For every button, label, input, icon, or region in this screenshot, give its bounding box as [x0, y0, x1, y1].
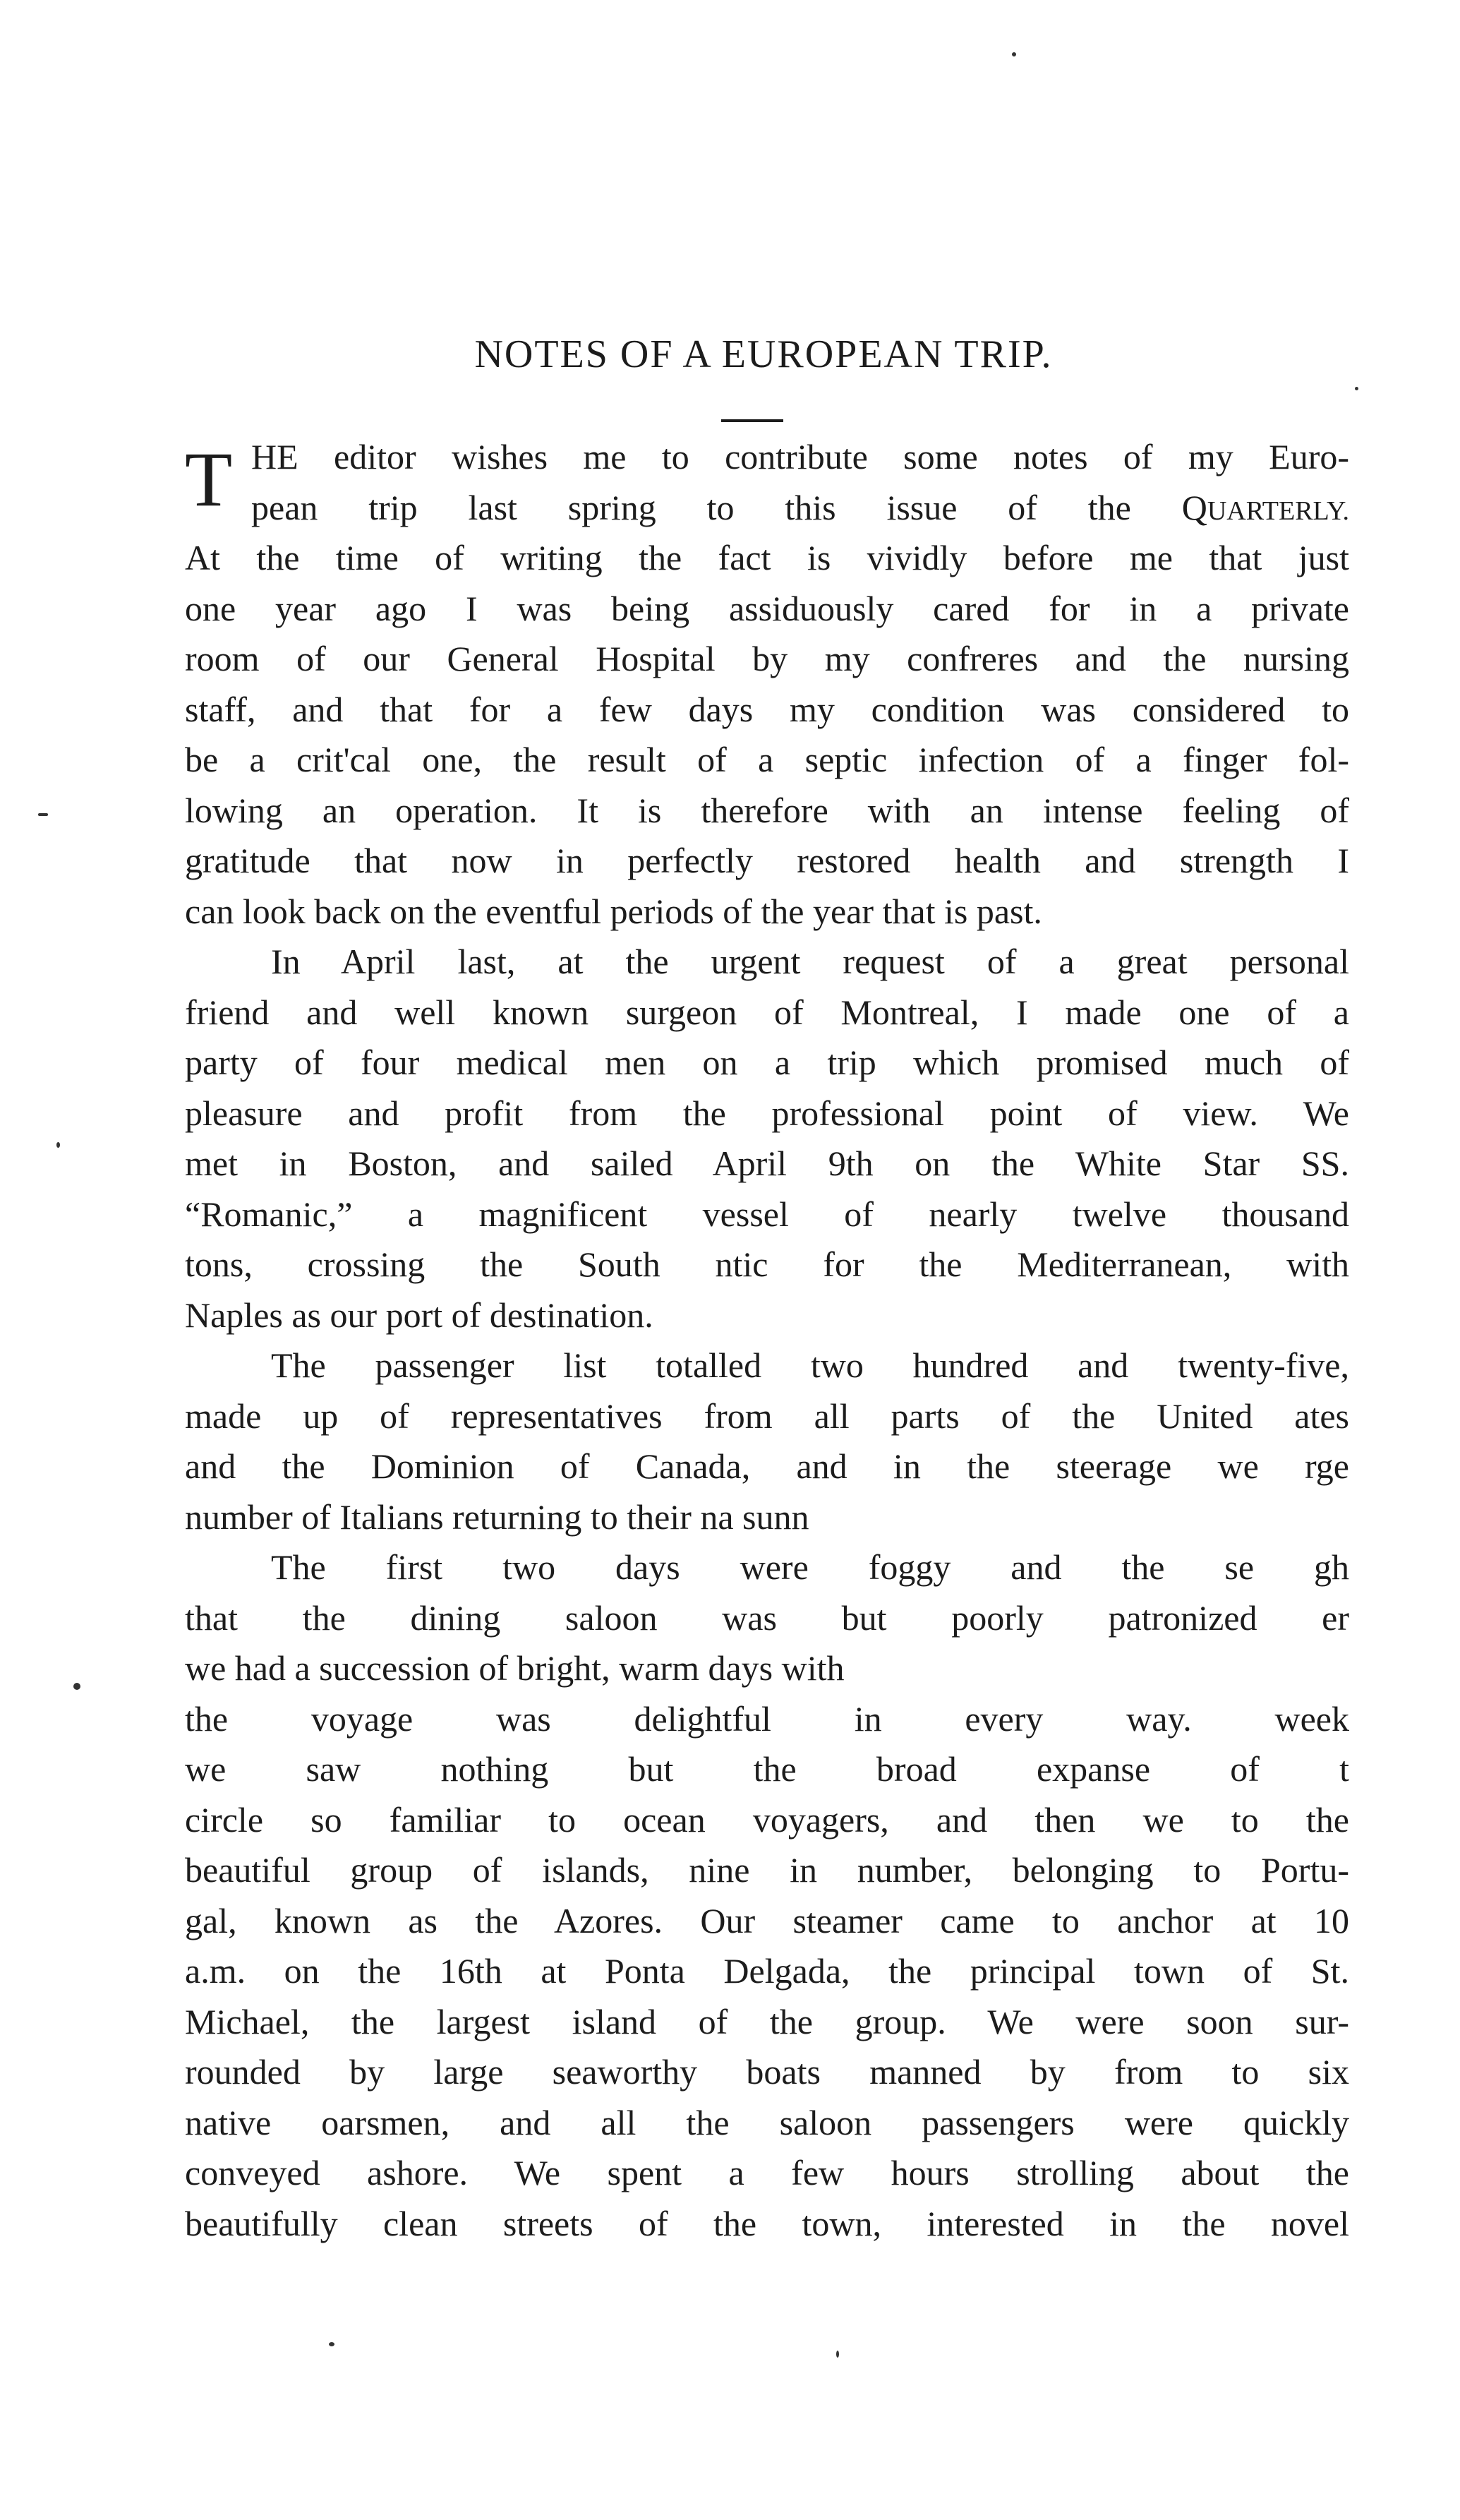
text-line [185, 483, 1349, 534]
text-line: beautiful group of islands, nine in number, belonging to Portu- [185, 1850, 1349, 1890]
text-line: At the time of writing the fact is vividly before me that just [185, 538, 1349, 577]
title-rule [721, 419, 783, 422]
scan-speck [56, 1142, 60, 1148]
text-line: gratitude that now in perfectly restored health and strength I [185, 841, 1349, 880]
text-line: rounded by large seaworthy boats manned by from to six [185, 2052, 1349, 2092]
text-line: a.m. on the 16th at Ponta Delgada, the principal town of St. [185, 1951, 1349, 1991]
drop-cap: T [185, 436, 233, 522]
text-line: circle so familiar to ocean voyagers, and then we to the [185, 1799, 1349, 1840]
paragraph-3 [185, 1340, 1349, 1542]
text-line: room of our General Hospital by my confreres and the nursing [185, 639, 1349, 678]
text-line: that the dining saloon was but poorly patronized er [185, 1597, 1349, 1638]
text-line: the voyage was delightful in every way. week [185, 1698, 1349, 1739]
text-line: party of four medical men on a trip which promised much of [185, 1043, 1349, 1082]
text-line: tons, crossing the South ntic for the Mediterranean, with [185, 1244, 1349, 1284]
text-line: number of Italians returning to their na sunn [185, 1496, 809, 1537]
text-line: The passenger list totalled two hundred and twenty-five, [271, 1345, 1349, 1385]
text-line: friend and well known surgeon of Montreal, I made one of a [185, 992, 1349, 1032]
scan-speck [73, 1683, 80, 1690]
text-line: native oarsmen, and all the saloon passengers were quickly [185, 2102, 1349, 2142]
text-line: one year ago I was being assiduously cared for in a private [185, 588, 1349, 628]
text-line: beautifully clean streets of the town, interested in the novel [185, 2203, 1349, 2243]
text-line: gal, known as the Azores. Our steamer came to anchor at 10 [185, 1900, 1349, 1940]
text-line: In April last, at the urgent request of a great personal [271, 942, 1349, 981]
text-line: pleasure and profit from the professional point of view. We [185, 1093, 1349, 1133]
text-line: HE editor wishes me to contribute some notes of my Euro- [251, 437, 1349, 476]
text-line: lowing an operation. It is therefore with an intense feeling of [185, 790, 1349, 830]
text-line: met in Boston, and sailed April 9th on the White Star SS. [185, 1144, 1349, 1183]
text-line: “Romanic,” a magnificent vessel of nearly twelve thousand [185, 1194, 1349, 1234]
quarterly-smallcaps: UARTERLY. [1207, 496, 1349, 526]
text-line: we saw nothing but the broad expanse of t [185, 1749, 1349, 1789]
text-line: can look back on the eventful periods of the year that is past. [185, 891, 1042, 931]
scan-speck [1012, 52, 1016, 56]
quarterly-initial: Q [1181, 487, 1207, 527]
scan-speck [329, 2342, 334, 2346]
scan-speck [38, 813, 48, 816]
text-line: Naples as our port of destination. [185, 1295, 653, 1335]
paragraph-1 [185, 432, 1349, 937]
text-span: pean trip last spring to this issue of the [251, 487, 1182, 527]
scan-speck [1355, 387, 1358, 390]
text-line: conveyed ashore. We spent a few hours strolling about the [185, 2153, 1349, 2192]
text-line: made up of representatives from all parts of the United ates [185, 1396, 1349, 1436]
text-line: The first two days were foggy and the se gh [271, 1547, 1349, 1587]
scan-speck [836, 2351, 839, 2358]
text-line: and the Dominion of Canada, and in the steerage we rge [185, 1446, 1349, 1486]
paragraph-4 [185, 1542, 1349, 2249]
article-title: NOTES OF A EUROPEAN TRIP. [474, 332, 1053, 376]
text-line: staff, and that for a few days my condition was considered to [185, 689, 1349, 729]
text-line: Michael, the largest island of the group. We were soon sur- [185, 2001, 1349, 2041]
article-body [185, 432, 1349, 2249]
text-line: we had a succession of bright, warm days with [185, 1648, 845, 1688]
text-line: be a crit'cal one, the result of a septic infection of a finger fol- [185, 740, 1349, 779]
paragraph-2 [185, 937, 1349, 1340]
